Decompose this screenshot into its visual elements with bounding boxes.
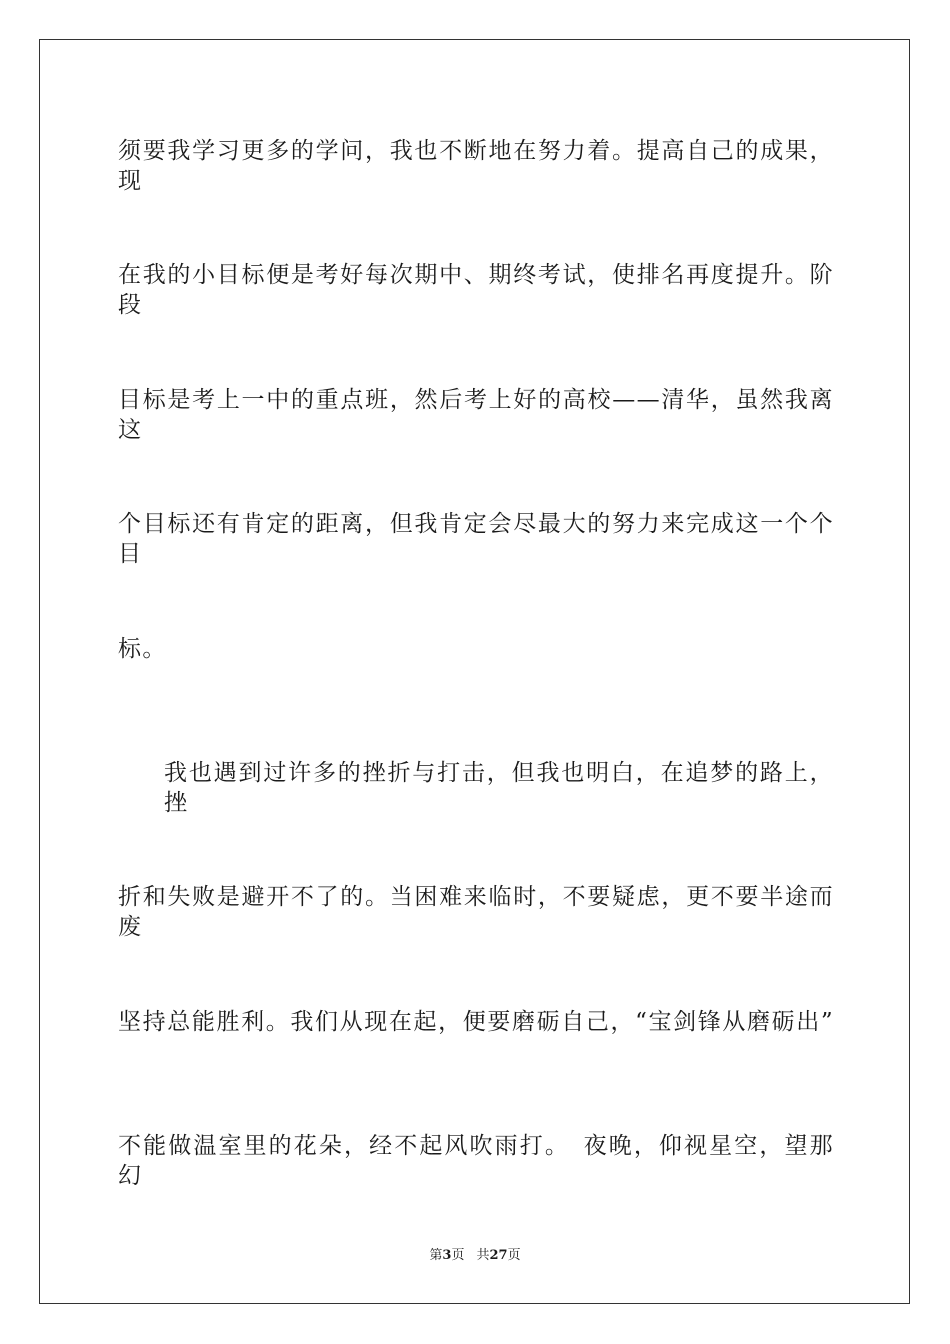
footer-page-prefix: 第 [429,1248,443,1263]
text-line: 折和失败是避开不了的。当困难来临时，不要疑虑，更不要半途而废 [118,884,834,940]
text-line: 在我的小目标便是考好每次期中、期终考试，使排名再度提升。阶段 [118,262,834,318]
footer-total-prefix: 共 [476,1248,490,1263]
footer-total-pages: 27 [489,1248,508,1263]
footer-page-number: 3 [442,1248,452,1263]
paragraph-first-line: 我也遇到过许多的挫折与打击，但我也明白，在追梦的路上，挫 [164,760,834,816]
page-border [39,39,910,1304]
text-line: 坚持总能胜利。我们从现在起，便要磨砺自己，“宝剑锋从磨砺出” [118,1009,834,1035]
text-line: 目标是考上一中的重点班，然后考上好的高校——清华，虽然我离这 [118,387,834,443]
text-line: 须要我学习更多的学问，我也不断地在努力着。提高自己的成果，现 [118,138,834,194]
footer-total-suffix: 页 [507,1248,521,1263]
text-line: 标。 [118,636,167,662]
footer-page-suffix: 页 [451,1248,465,1263]
text-line: 个目标还有肯定的距离，但我肯定会尽最大的努力来完成这一个个目 [118,511,834,567]
text-line: 不能做温室里的花朵，经不起风吹雨打。 夜晚，仰视星空，望那幻 [118,1133,834,1189]
page-footer [0,1248,950,1264]
